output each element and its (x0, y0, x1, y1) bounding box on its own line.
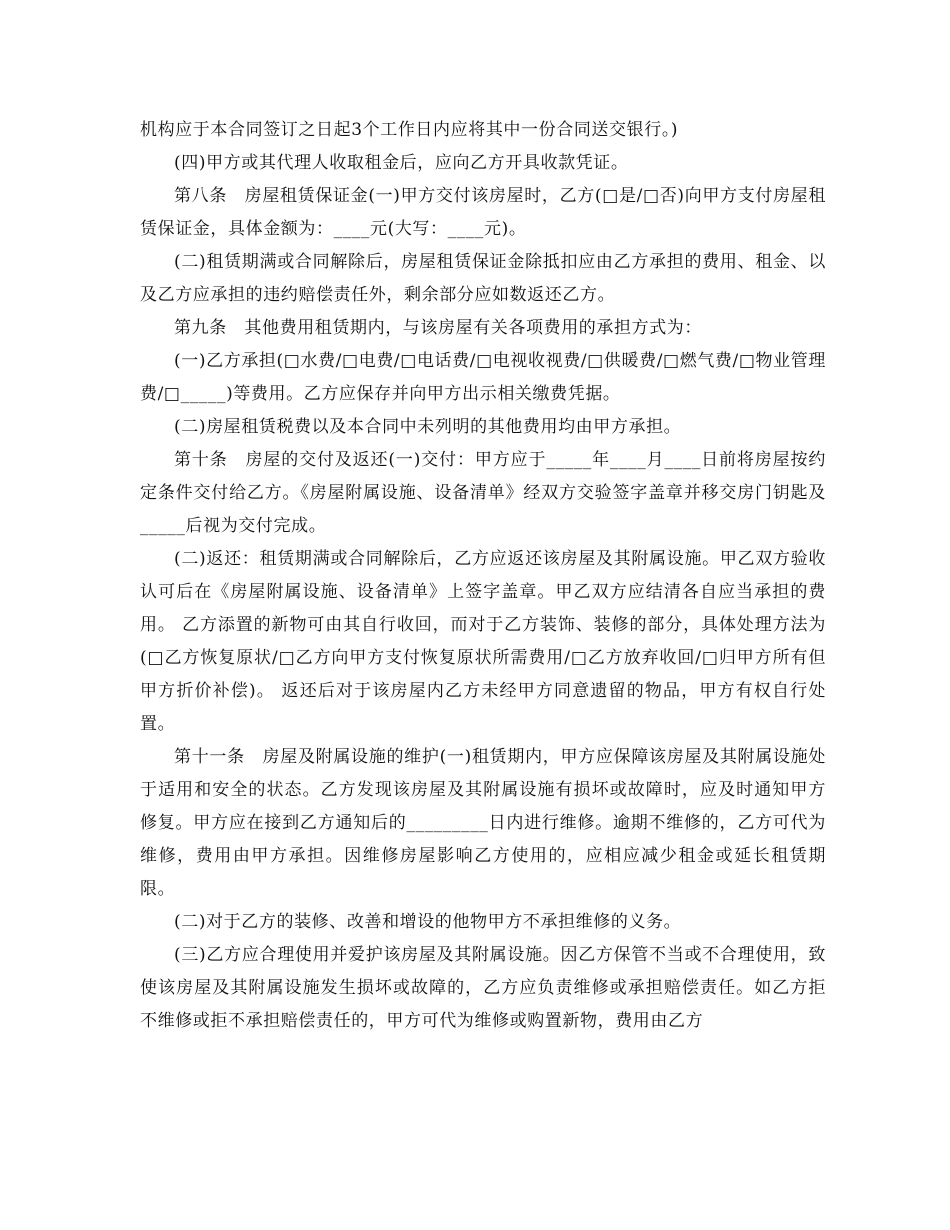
document-body (140, 114, 826, 1038)
paragraph-article-11-1: 第十一条 房屋及附属设施的维护(一)租赁期内，甲方应保障该房屋及其附属设施处于适用和安全的状态。乙方发现该房屋及其附属设施有损坏或故障时，应及时通知甲方修复。甲方应在接到乙方通知后的_________日内进行维修。逾期不维修的，乙方可代为维修，费用由甲方承担。因维修房屋影响乙方使用的，应相应减少租金或延长租赁期限。 (140, 747, 826, 899)
paragraph-article-9-2: (二)房屋租赁税费以及本合同中未列明的其他费用均由甲方承担。 (174, 417, 682, 437)
paragraph-article-11-2: (二)对于乙方的装修、改善和增设的他物甲方不承担维修的义务。 (174, 912, 682, 932)
paragraph-article-11-3: (三)乙方应合理使用并爱护该房屋及其附属设施。因乙方保管不当或不合理使用，致使该房屋及其附属设施发生损坏或故障的，乙方应负责维修或承担赔偿责任。如乙方拒不维修或拒不承担赔偿责任的，甲方可代为维修或购置新物，费用由乙方 (140, 945, 826, 1031)
paragraph-article-9: 第九条 其他费用租赁期内，与该房屋有关各项费用的承担方式为： (174, 318, 702, 338)
paragraph-article-10-2: (二)返还：租赁期满或合同解除后，乙方应返还该房屋及其附属设施。甲乙双方验收认可后在《房屋附属设施、设备清单》上签字盖章。甲乙双方应结清各自应当承担的费用。 乙方添置的新物可由其自行收回，而对于乙方装饰、装修的部分，具体处理方法为(□乙方恢复原状/□乙方向甲方支付恢复原状所需费用/□乙方放弃收回/□归甲方所有但甲方折价补偿)。 返还后对于该房屋内乙方未经甲方同意遗留的物品，甲方有权自行处置。 (140, 549, 826, 734)
paragraph-article-8-2: (二)租赁期满或合同解除后，房屋租赁保证金除抵扣应由乙方承担的费用、租金、以及乙方应承担的违约赔偿责任外，剩余部分应如数返还乙方。 (140, 252, 826, 305)
paragraph-article-10-1: 第十条 房屋的交付及返还(一)交付：甲方应于_____年____月____日前将房屋按约定条件交付给乙方。《房屋附属设施、设备清单》经双方交验签字盖章并移交房门钥匙及_____后视为交付完成。 (140, 450, 826, 536)
paragraph-article-9-1: (一)乙方承担(□水费/□电费/□电话费/□电视收视费/□供暖费/□燃气费/□物业管理费/□_____)等费用。乙方应保存并向甲方出示相关缴费凭据。 (140, 351, 826, 404)
paragraph-clause-7-4: (四)甲方或其代理人收取租金后，应向乙方开具收款凭证。 (174, 153, 629, 173)
paragraph-continuation: 机构应于本合同签订之日起3个工作日内应将其中一份合同送交银行。) (140, 120, 679, 140)
paragraph-article-8-1: 第八条 房屋租赁保证金(一)甲方交付该房屋时，乙方(□是/□否)向甲方支付房屋租赁保证金，具体金额为：____元(大写：____元)。 (140, 186, 826, 239)
